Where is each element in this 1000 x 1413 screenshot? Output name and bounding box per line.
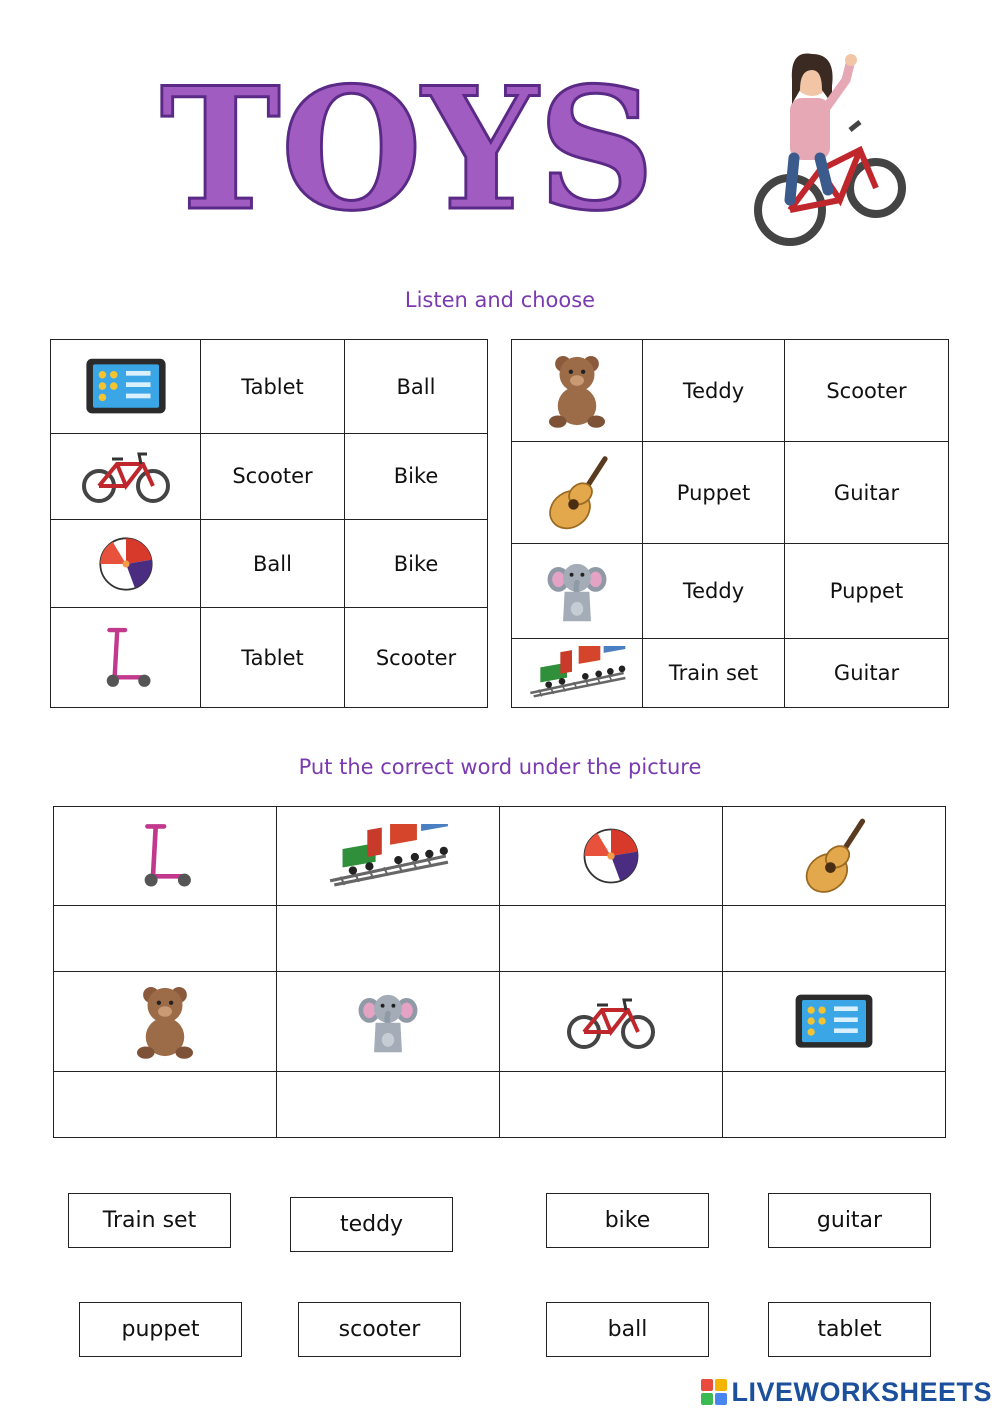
answer-drop-cell[interactable] [500, 1071, 723, 1137]
choice-option[interactable]: Teddy [643, 544, 785, 639]
answer-drop-cell[interactable] [54, 906, 277, 972]
choice-option[interactable]: Guitar [785, 442, 949, 544]
picture-row [54, 972, 946, 1071]
puppet-picture [277, 972, 500, 1071]
guitar-picture [512, 442, 643, 544]
answer-drop-cell[interactable] [723, 906, 946, 972]
scooter-picture [51, 608, 201, 708]
choose-row [51, 434, 488, 520]
answer-drop-cell[interactable] [54, 1071, 277, 1137]
word-chip-guitar[interactable]: guitar [768, 1193, 931, 1248]
tablet-picture [723, 972, 946, 1071]
choice-option[interactable]: Teddy [643, 340, 785, 442]
word-chip-puppet[interactable]: puppet [79, 1302, 242, 1357]
choice-option[interactable]: Tablet [201, 340, 345, 434]
picture-row [54, 807, 946, 906]
brand-text: LIVEWORKSHEETS [731, 1376, 992, 1407]
put-word-instruction: Put the correct word under the picture [298, 755, 702, 779]
choice-option[interactable]: Tablet [201, 608, 345, 708]
answer-row [54, 906, 946, 972]
word-chip-bike[interactable]: bike [546, 1193, 709, 1248]
word-chip-teddy[interactable]: teddy [290, 1197, 453, 1252]
choose-row [512, 442, 949, 544]
choice-option[interactable]: Bike [345, 519, 488, 607]
choice-option[interactable]: Scooter [785, 340, 949, 442]
answer-row [54, 1071, 946, 1137]
answer-drop-cell[interactable] [500, 906, 723, 972]
word-chip-tablet[interactable]: tablet [768, 1302, 931, 1357]
choose-row [51, 519, 488, 607]
puppet-picture [512, 544, 643, 639]
choice-option[interactable]: Bike [345, 434, 488, 520]
logo-badge-icon [701, 1379, 727, 1405]
tablet-picture [51, 340, 201, 434]
picture-word-grid [53, 806, 946, 1138]
word-chip-train-set[interactable]: Train set [68, 1193, 231, 1248]
choice-option[interactable]: Ball [345, 340, 488, 434]
word-chip-ball[interactable]: ball [546, 1302, 709, 1357]
choose-row [512, 340, 949, 442]
choose-row [512, 544, 949, 639]
bike-picture [51, 434, 201, 520]
listen-choose-table-right [511, 339, 949, 708]
choice-option[interactable]: Puppet [643, 442, 785, 544]
listen-and-choose-instruction: Listen and choose [404, 288, 596, 312]
choice-option[interactable]: Guitar [785, 638, 949, 707]
title-text: TOYS [160, 60, 655, 220]
liveworksheets-logo [701, 1375, 992, 1409]
guitar-picture [723, 807, 946, 906]
answer-drop-cell[interactable] [723, 1071, 946, 1137]
answer-drop-cell[interactable] [277, 1071, 500, 1137]
listen-choose-table-left [50, 339, 488, 708]
choose-row [51, 340, 488, 434]
teddy-picture [512, 340, 643, 442]
choice-option[interactable]: Ball [201, 519, 345, 607]
word-chip-scooter[interactable]: scooter [298, 1302, 461, 1357]
answer-drop-cell[interactable] [277, 906, 500, 972]
choice-option[interactable]: Scooter [201, 434, 345, 520]
choice-option[interactable]: Puppet [785, 544, 949, 639]
ball-picture [500, 807, 723, 906]
train-set-picture [277, 807, 500, 906]
teddy-picture [54, 972, 277, 1071]
ball-picture [51, 519, 201, 607]
choose-row [51, 608, 488, 708]
train-set-picture [512, 638, 643, 707]
scooter-picture [54, 807, 277, 906]
choice-option[interactable]: Train set [643, 638, 785, 707]
choose-row [512, 638, 949, 707]
bike-picture [500, 972, 723, 1071]
choice-option[interactable]: Scooter [345, 608, 488, 708]
page-title [160, 60, 660, 220]
girl-on-bike-illustration [750, 40, 910, 252]
